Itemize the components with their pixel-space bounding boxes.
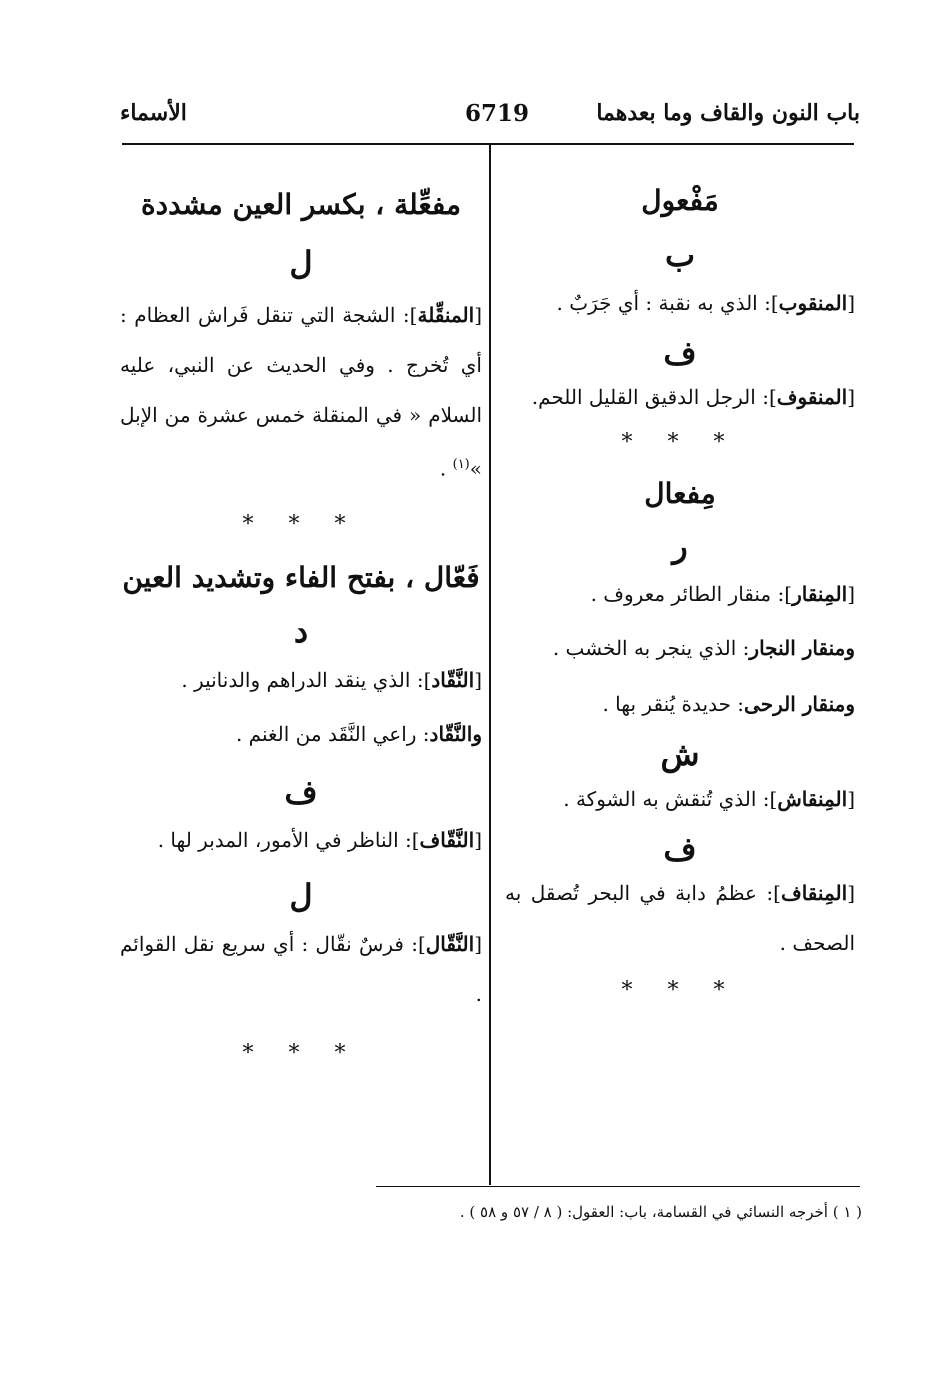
section-separator: * * * xyxy=(621,430,739,456)
header-rule xyxy=(122,143,854,145)
entry: [المِنقار]: منقار الطائر معروف . xyxy=(590,582,855,607)
entry: [المِنقاش]: الذي تُنقش به الشوكة . xyxy=(563,786,855,811)
letter-heading: ل xyxy=(289,243,313,282)
entry-definition: : الذي به نقبة : أي جَرَبٌ . xyxy=(556,290,771,315)
entry-term: والنَّقّاد xyxy=(429,721,482,746)
pattern-heading: مَفْعول xyxy=(641,184,719,217)
section-separator: * * * xyxy=(242,1041,360,1067)
letter-heading: ف xyxy=(663,333,697,372)
entry-term: المنقِّلة xyxy=(417,302,475,327)
entry-definition: : الذي تُنقش به الشوكة . xyxy=(563,786,770,811)
entry-definition: : راعي النَّقَد من الغنم . xyxy=(235,721,430,746)
entry-definition: : حديدة يُنقر بها . xyxy=(602,692,745,717)
letter-heading: ف xyxy=(663,829,697,868)
letter-heading: ب xyxy=(664,235,696,274)
section-separator: * * * xyxy=(621,978,739,1004)
entry-definition: : فرسٌ نقّال : أي سريع نقل القوائم . xyxy=(120,932,482,1007)
pattern-heading: مفعِّلة ، بكسر العين مشددة xyxy=(140,188,462,221)
entry: [المنقوف]: الرجل الدقيق القليل اللحم. xyxy=(531,385,855,410)
entry: [النَّقّاف]: الناظر في الأمور، المدبر لها . xyxy=(157,828,482,853)
entry-term: النَّقّاد xyxy=(431,667,475,692)
entry-term: المنقوف xyxy=(776,385,848,410)
page-number: 6719 xyxy=(465,100,530,127)
left-column xyxy=(120,180,482,1066)
letter-heading: ف xyxy=(284,772,318,811)
entry-definition: : الذي ينقد الدراهم والدنانير . xyxy=(181,667,424,692)
entry-term: ومنقار الرحى xyxy=(744,692,855,717)
entry-end: . xyxy=(439,456,453,481)
footnote-rule xyxy=(376,1186,860,1187)
entry-term: المِنقاش xyxy=(777,786,848,811)
section-separator: * * * xyxy=(242,511,360,537)
entry: [المنقوب]: الذي به نقبة : أي جَرَبٌ . xyxy=(556,290,855,315)
entry-definition: : منقار الطائر معروف . xyxy=(590,582,785,607)
entry-term: المِنقار xyxy=(792,582,848,607)
entry-definition: : عظمُ دابة في البحر تُصقل به الصحف . xyxy=(505,881,855,956)
entry-term: المنقوب xyxy=(778,290,848,315)
running-header-chapter: باب النون والقاف وما بعدهما xyxy=(596,100,860,126)
letter-heading: ش xyxy=(660,735,700,774)
entry: [النَّقّاد]: الذي ينقد الدراهم والدنانير . xyxy=(181,667,482,692)
footnote-reference: (١) xyxy=(452,456,470,472)
entry-definition: : الشجة التي تنقل فَراش العظام : أي تُخرج . وفي الحديث عن النبي، عليه السلام « في المنقلة خمس عشرة من الإبل » xyxy=(120,302,482,481)
entry: [النَّقّال]: فرسٌ نقّال : أي سريع نقل القوائم . xyxy=(120,932,482,1007)
pattern-heading: مِفعال xyxy=(644,477,716,511)
entry-term: المِنقاف xyxy=(780,881,848,906)
column-divider xyxy=(489,145,491,1185)
letter-heading: ل xyxy=(289,877,313,916)
right-column xyxy=(505,180,855,1003)
pattern-heading: فَعّال ، بفتح الفاء وتشديد العين xyxy=(122,560,480,594)
entry xyxy=(505,679,855,729)
footnote: ( ١ ) أخرجه النسائي في القسامة، باب: العقول: ( ٨ / ٥٧ و ٥٨ ) . xyxy=(459,1203,862,1221)
entry-definition: : الذي ينجر به الخشب . xyxy=(552,636,750,661)
letter-heading: ر xyxy=(672,526,688,565)
entry: [المنقِّلة]: الشجة التي تنقل فَراش العظام : أي تُخرج . وفي الحديث عن النبي، عليه السلام « في المنقلة خمس عشرة من الإبل »$^{(١)}$ . xyxy=(120,302,482,481)
running-header-section: الأسماء xyxy=(120,100,187,126)
entry xyxy=(120,709,482,759)
entry xyxy=(505,623,855,673)
entry-term: النَّقّاف xyxy=(419,828,475,853)
entry-term: ومنقار النجار xyxy=(749,636,855,661)
entry: [المِنقاف]: عظمُ دابة في البحر تُصقل به الصحف . xyxy=(505,881,855,956)
entry-definition: : الناظر في الأمور، المدبر لها . xyxy=(157,828,412,853)
entry-term: النَّقّال xyxy=(425,932,475,957)
entry-definition: : الرجل الدقيق القليل اللحم. xyxy=(531,385,769,410)
letter-heading: د xyxy=(293,612,309,651)
